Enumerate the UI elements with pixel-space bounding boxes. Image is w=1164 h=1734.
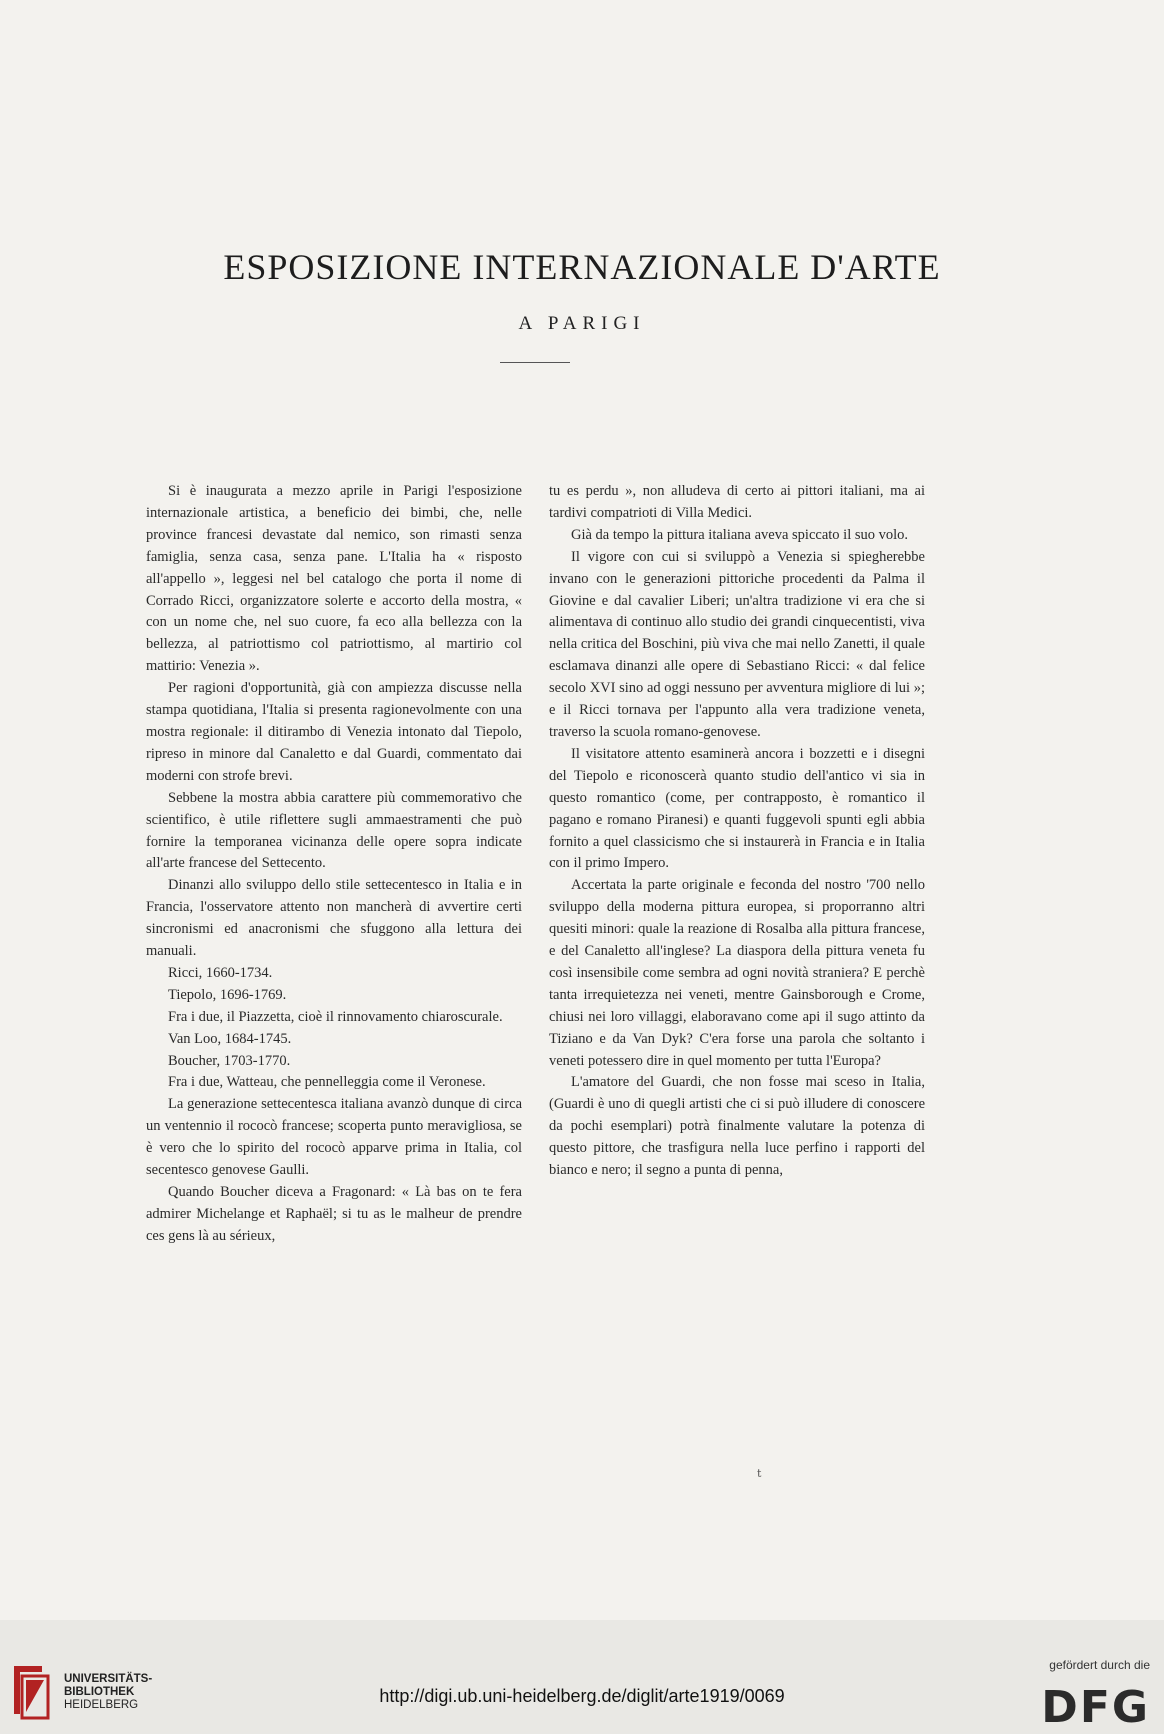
article-subtitle: A PARIGI <box>518 313 646 334</box>
paragraph: Quando Boucher diceva a Fragonard: « Là bas on te fera admirer Michelange et Raphaël; si tu as le malheur de prendre ces gens là au sérieux, <box>146 1184 522 1244</box>
dfg-logo: DFG <box>1041 1682 1150 1733</box>
paragraph: Per ragioni d'opportunità, già con ampiezza discusse nella stampa quotidiana, l'Italia si presenta ragionevolmente con una mostra regionale: il ditirambo di Venezia intonato dal Tiepolo, ripreso in minore dal Canaletto e dal Guardi, commentato dai moderni con strofe brevi. <box>146 680 522 784</box>
library-name-line: UNIVERSITÄTS- <box>64 1673 153 1685</box>
digitization-footer <box>0 1620 1164 1734</box>
paragraph: Fra i due, il Piazzetta, cioè il rinnovamento chiaroscurale. <box>168 1008 503 1025</box>
paragraph: Boucher, 1703-1770. <box>168 1052 291 1069</box>
paragraph: Van Loo, 1684-1745. <box>168 1030 292 1047</box>
paragraph: Il vigore con cui si sviluppò a Venezia si spiegherebbe invano con le generazioni pittoriche procedenti da Palma il Giovine e dal cavalier Liberi; un'altra tradizione vi era che si alimentava di continuo allo studio dei grandi cinquecentisti, viva nella critica del Boschini, più viva che mai nello Zanetti, il quale esclamava dinanzi alle opere di Sebastiano Ricci: « dal felice secolo XVI sino ad oggi nessuno per avventura migliore di lui »; e il Ricci tornava per l'appunto alla vera tradizione veneta, traverso la scuola romano-genovese. <box>549 548 925 740</box>
paragraph: Si è inaugurata a mezzo aprile in Parigi l'esposizione internazionale artistica, a beneficio dei bimbi, che, nelle province francesi devastate dal nemico, son rimasti senza famiglia, senza casa, senza pane. L'Italia ha « risposto all'appello », leggesi nel bel catalogo che porta il nome di Corrado Ricci, organizzatore solerte e accorto della mostra, « con un nome che, nel suo cuore, fa eco alla bellezza con la bellezza, al patriottismo col patriottismo, al martirio col mattirio: Venezia ». <box>146 483 522 675</box>
text-column-right <box>549 481 925 1182</box>
paragraph: Già da tempo la pittura italiana aveva spiccato il suo volo. <box>571 526 909 543</box>
funder-label: gefördert durch die <box>1049 1658 1150 1672</box>
paragraph: Accertata la parte originale e feconda del nostro '700 nello sviluppo della moderna pittura europea, si proporranno altri quesiti minori: quale la reazione di Rosalba alla pittura francese, e del Canaletto all'inglese? La diaspora della pittura veneta fu così insensibile come sembra ad ogni novità straniera? E perchè tanta irrequietezza nei veneti, mentre Gainsborough e Crome, chiusi nei loro villaggi, elaboravano come api il sugo attinto da Tiziano e da Van Dyk? C'era forse una parola che soltanto i veneti potessero dire in quel momento per tutta l'Europa? <box>549 877 925 1069</box>
text-column-left <box>146 481 522 1248</box>
paragraph: Sebbene la mostra abbia carattere più commemorativo che scientifico, è utile riflettere sugli ammaestramenti che può fornire la temporanea vicinanza delle opere sopra indicate all'arte francese del Settecento. <box>146 789 522 872</box>
article-title: ESPOSIZIONE INTERNAZIONALE D'ARTE <box>223 247 941 287</box>
source-url[interactable]: http://digi.ub.uni-heidelberg.de/diglit/arte1919/0069 <box>379 1686 785 1706</box>
paragraph: Ricci, 1660-1734. <box>168 964 273 981</box>
library-name-line: BIBLIOTHEK <box>64 1686 135 1698</box>
paragraph: Il visitatore attento esaminerà ancora i bozzetti e i disegni del Tiepolo e riconoscerà quanto studio dell'antico vi sia in questo romantico (come, per contrapposto, è romantico il pagano e romano Piranesi) e quanti fuggevoli spunti egli abbia fornito a quel classicismo che si instaurerà in Francia e in Italia con il primo Impero. <box>549 745 925 872</box>
stray-mark: t <box>757 1467 762 1480</box>
paragraph: La generazione settecentesca italiana avanzò dunque di circa un ventennio il rococò francese; scoperta punto meravigliosa, se è vero che lo spirito del rococò apparve prima in Italia, col secentesco genovese Gaulli. <box>146 1096 522 1179</box>
paragraph: tu es perdu », non alludeva di certo ai pittori italiani, ma ai tardivi compatrioti di Villa Medici. <box>549 483 925 521</box>
paragraph: Dinanzi allo sviluppo dello stile settecentesco in Italia e in Francia, l'osservatore attento non mancherà di avvertire certi sincronismi ed anacronismi che sfuggono alla lettura dei manuali. <box>146 877 522 960</box>
title-divider <box>500 362 570 363</box>
library-name-line: HEIDELBERG <box>64 1699 139 1711</box>
paragraph: Fra i due, Watteau, che pennelleggia come il Veronese. <box>168 1074 486 1091</box>
paragraph: L'amatore del Guardi, che non fosse mai sceso in Italia, (Guardi è uno di quegli artisti che ci si può illudere di conoscere da pochi esemplari) potrà finalmente valutare la potenza di questo pittore, che trasfigura nella luce perfino i rapporti del bianco e nero; il segno a punta di penna, <box>549 1074 925 1179</box>
paragraph: Tiepolo, 1696-1769. <box>168 986 287 1003</box>
